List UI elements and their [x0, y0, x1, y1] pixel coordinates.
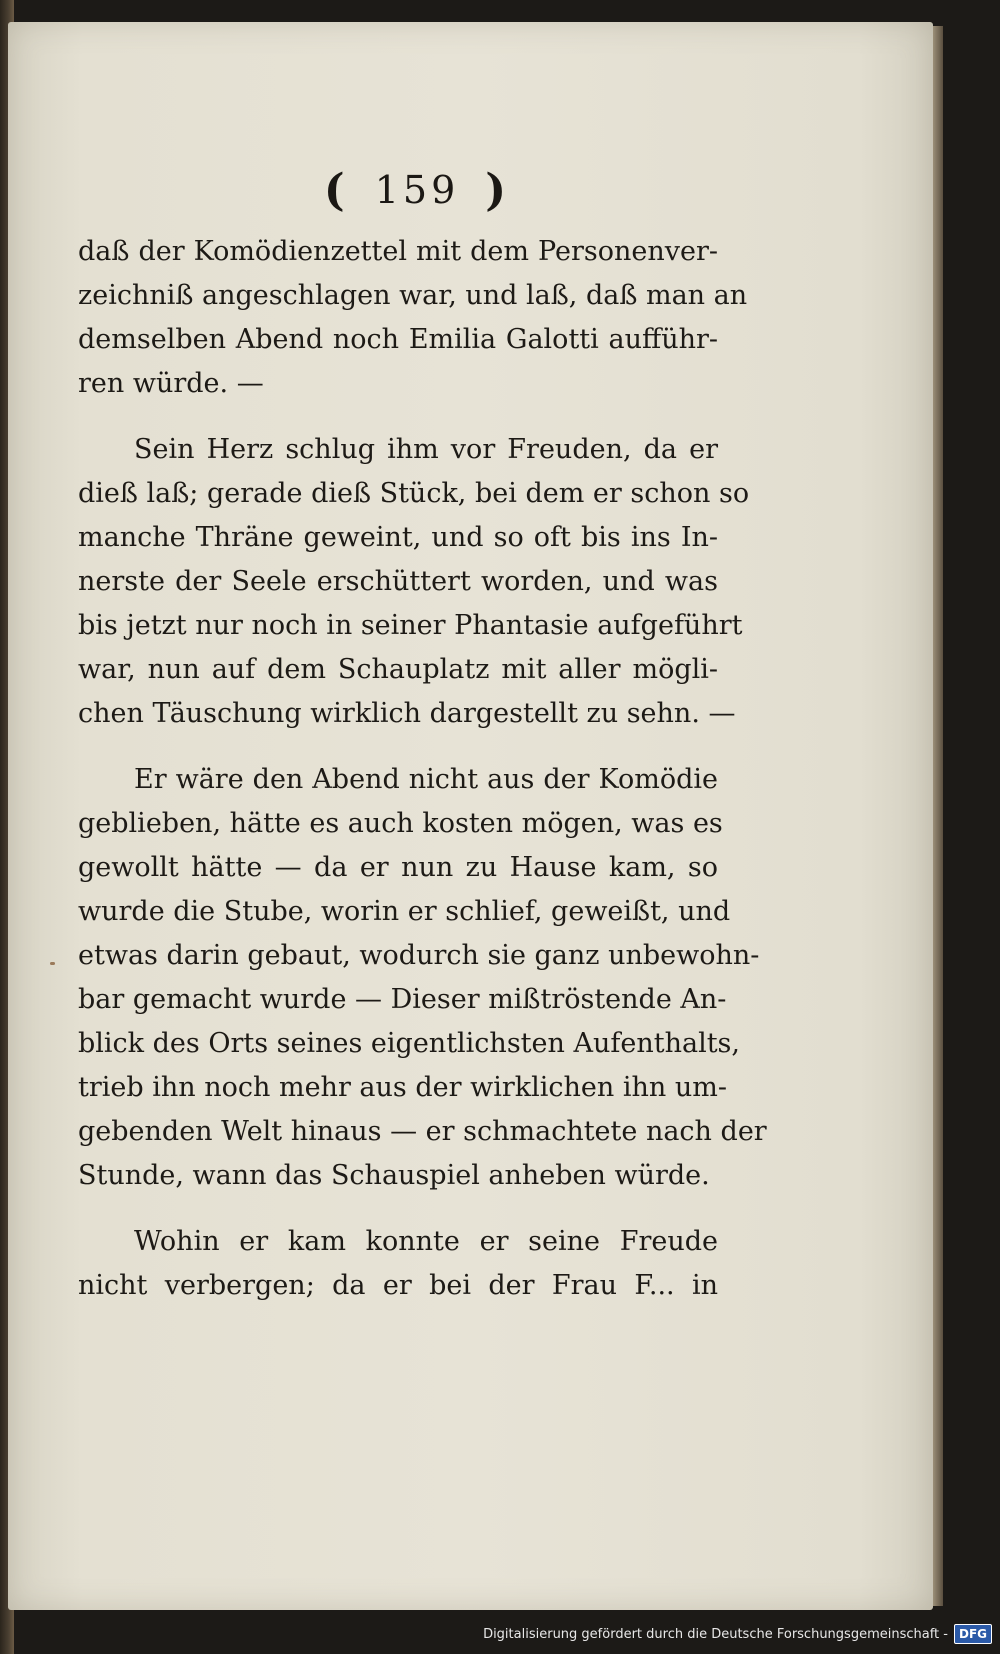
text-line: war, nun auf dem Schauplatz mit aller mögli- — [78, 654, 718, 685]
text-line: dieß laß; gerade dieß Stück, bei dem er schon so — [78, 478, 750, 509]
text-line: nerste der Seele erschüttert worden, und was — [78, 566, 718, 597]
text-line: bar gemacht wurde — Dieser mißtröstende An- — [78, 984, 727, 1015]
text-line: Stunde, wann das Schauspiel anheben würde. — [78, 1160, 710, 1191]
page-number: 159 — [374, 168, 460, 212]
body-text — [78, 230, 767, 1330]
paragraph-3 — [78, 758, 767, 1198]
text-line: daß der Komödienzettel mit dem Personenver- — [78, 236, 718, 267]
text-line: blick des Orts seines eigentlichsten Aufenthalts, — [78, 1028, 740, 1059]
text-line: geblieben, hätte es auch kosten mögen, was es — [78, 808, 723, 839]
credit-text: Digitalisierung gefördert durch die Deutsche Forschungsgemeinschaft - — [483, 1626, 948, 1642]
paragraph-1 — [78, 230, 748, 406]
text-line: zeichniß angeschlagen war, und laß, daß man an — [78, 280, 748, 311]
text-line: chen Täuschung wirklich dargestellt zu sehn. — — [78, 698, 736, 729]
text-line: etwas darin gebaut, wodurch sie ganz unbewohn- — [78, 940, 760, 971]
paragraph-2 — [78, 428, 750, 736]
text-line: Sein Herz schlug ihm vor Freuden, da er — [134, 434, 718, 465]
text-line: manche Thräne geweint, und so oft bis ins In- — [78, 522, 718, 553]
paper-speck — [50, 962, 55, 965]
text-line: Wohin er kam konnte er seine Freude — [134, 1226, 718, 1257]
bracket-left: ( — [323, 164, 349, 216]
text-line: bis jetzt nur noch in seiner Phantasie aufgeführt — [78, 610, 743, 641]
text-line: wurde die Stube, worin er schlief, geweißt, und — [78, 896, 731, 927]
text-line: ren würde. — — [78, 368, 264, 399]
text-line: gewollt hätte — da er nun zu Hause kam, so — [78, 852, 718, 883]
page-number-header — [322, 160, 512, 220]
text-line: gebenden Welt hinaus — er schmachtete nach der — [78, 1116, 767, 1147]
page-edge — [933, 26, 943, 1606]
bracket-right: ) — [485, 164, 511, 216]
text-line: demselben Abend noch Emilia Galotti aufführ- — [78, 324, 718, 355]
text-line: trieb ihn noch mehr aus der wirklichen ihn um- — [78, 1072, 727, 1103]
digitization-credit — [483, 1620, 992, 1648]
text-line: nicht verbergen; da er bei der Frau F... in — [78, 1270, 718, 1301]
dfg-logo-icon: DFG — [954, 1624, 992, 1644]
text-line: Er wäre den Abend nicht aus der Komödie — [134, 764, 718, 795]
paragraph-4 — [78, 1220, 718, 1308]
